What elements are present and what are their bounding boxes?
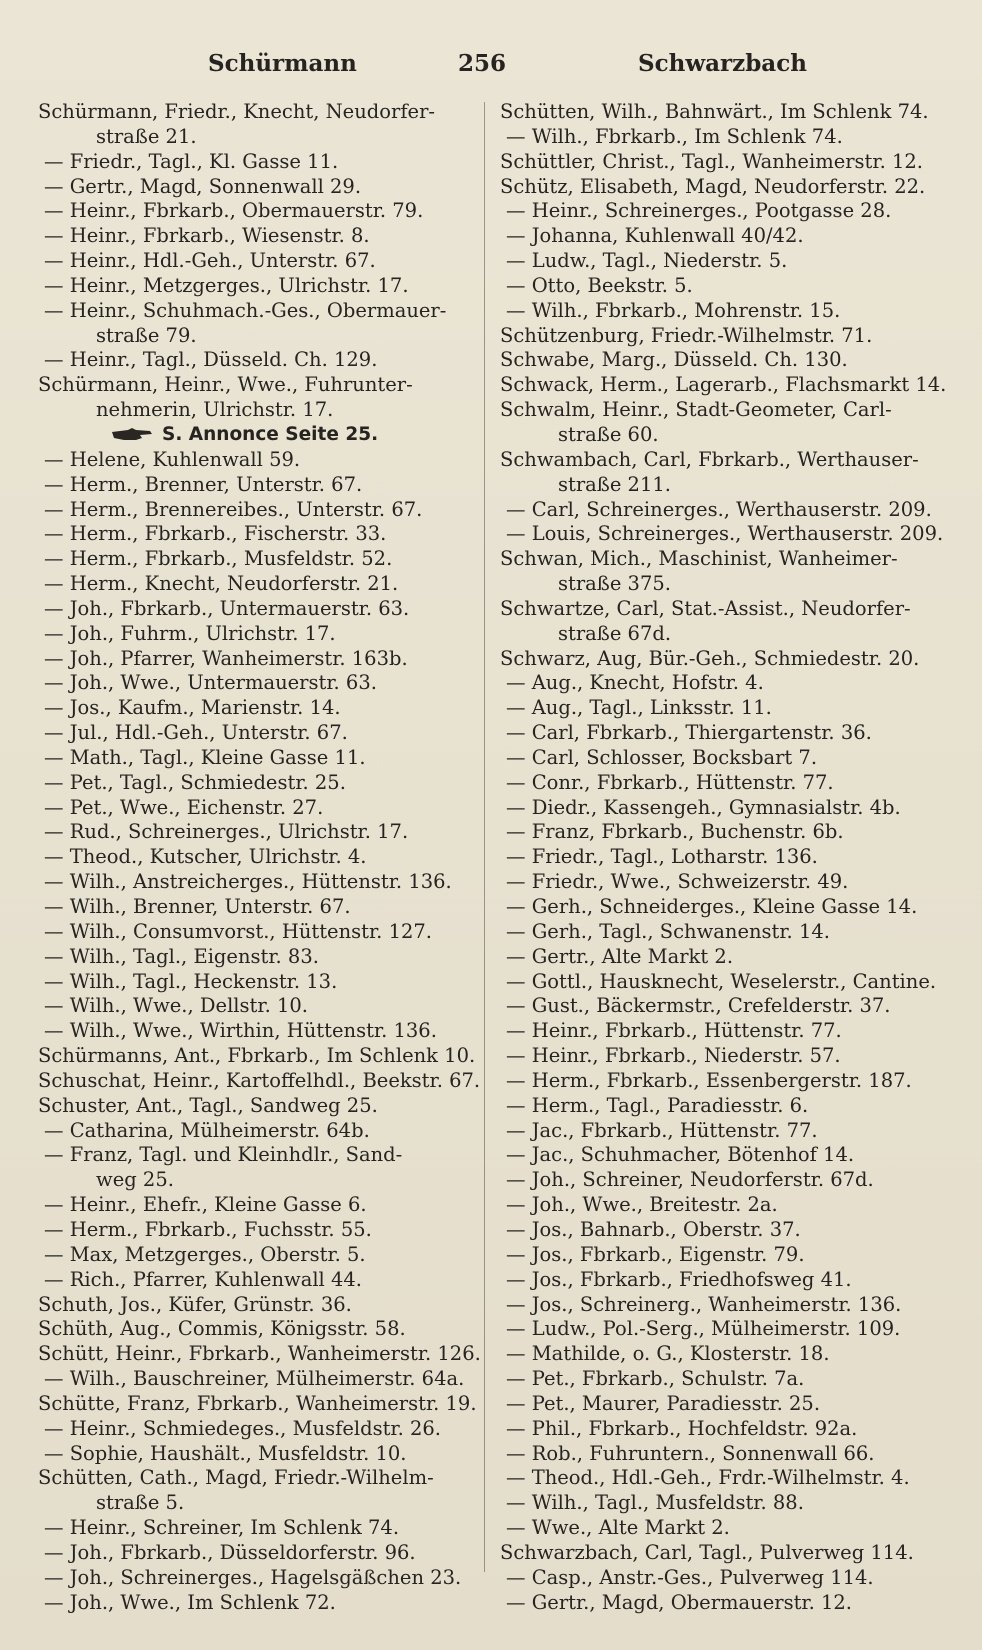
directory-entry: — Heinr., Schuhmach.-Ges., Obermauer- (44, 298, 447, 322)
directory-entry: — Wwe., Alte Markt 2. (506, 1516, 730, 1540)
directory-entry: — Math., Tagl., Kleine Gasse 11. (44, 745, 366, 769)
directory-entry: — Heinr., Schmiedeges., Musfeldstr. 26. (44, 1416, 442, 1440)
directory-entry: straße 67d. (558, 621, 672, 645)
directory-entry: — Heinr., Ehefr., Kleine Gasse 6. (44, 1193, 367, 1217)
directory-entry: Schuschat, Heinr., Kartoffelhdl., Beekstr. 67. (38, 1068, 481, 1092)
directory-entry: Schürmanns, Ant., Fbrkarb., Im Schlenk 10. (38, 1044, 476, 1068)
directory-entry: — Joh., Wwe., Breitestr. 2a. (506, 1193, 778, 1217)
directory-entry: — Rich., Pfarrer, Kuhlenwall 44. (44, 1267, 363, 1291)
directory-entry: Schützenburg, Friedr.-Wilhelmstr. 71. (500, 323, 873, 347)
directory-entry: — Heinr., Fbrkarb., Niederstr. 57. (506, 1044, 841, 1068)
directory-entry: straße 79. (96, 323, 197, 347)
directory-entry: — Louis, Schreinerges., Werthauserstr. 209. (506, 522, 944, 546)
directory-entry: — Pet., Fbrkarb., Schulstr. 7a. (506, 1367, 805, 1391)
directory-entry: — Theod., Kutscher, Ulrichstr. 4. (44, 845, 367, 869)
directory-entry: — Otto, Beekstr. 5. (506, 273, 693, 297)
directory-entry: — Diedr., Kassengeh., Gymnasialstr. 4b. (506, 795, 901, 819)
directory-entry: — Heinr., Metzgerges., Ulrichstr. 17. (44, 273, 409, 297)
directory-entry: — Herm., Fbrkarb., Fischerstr. 33. (44, 522, 387, 546)
directory-entry: — Heinr., Schreiner, Im Schlenk 74. (44, 1516, 400, 1540)
directory-entry: — Wilh., Bauschreiner, Mülheimerstr. 64a. (44, 1367, 465, 1391)
directory-entry: — Rob., Fuhruntern., Sonnenwall 66. (506, 1441, 875, 1465)
directory-entry: — Joh., Fbrkarb., Untermauerstr. 63. (44, 596, 410, 620)
directory-entry: — Joh., Wwe., Im Schlenk 72. (44, 1590, 336, 1614)
directory-entry: — Mathilde, o. G., Klosterstr. 18. (506, 1342, 830, 1366)
directory-entry: — Wilh., Tagl., Heckenstr. 13. (44, 969, 338, 993)
directory-entry (38, 423, 486, 448)
directory-entry: — Max, Metzgerges., Oberstr. 5. (44, 1242, 366, 1266)
directory-entry: Schürmann, Heinr., Wwe., Fuhrunter- (38, 373, 413, 397)
directory-entry: — Ludw., Tagl., Niederstr. 5. (506, 249, 788, 273)
directory-entry: — Catharina, Mülheimerstr. 64b. (44, 1118, 370, 1142)
directory-entry: — Wilh., Tagl., Eigenstr. 83. (44, 944, 319, 968)
directory-entry: — Heinr., Fbrkarb., Wiesenstr. 8. (44, 224, 370, 248)
directory-entry: — Wilh., Fbrkarb., Im Schlenk 74. (506, 124, 843, 148)
directory-entry: — Wilh., Fbrkarb., Mohrenstr. 15. (506, 298, 841, 322)
directory-entry: — Jos., Fbrkarb., Friedhofsweg 41. (506, 1267, 852, 1291)
directory-entry: — Gerh., Tagl., Schwanenstr. 14. (506, 919, 830, 943)
directory-entry: — Gerh., Schneiderges., Kleine Gasse 14. (506, 895, 918, 918)
directory-entry: — Joh., Schreinerges., Hagelsgäßchen 23. (44, 1565, 462, 1589)
directory-entry: — Gertr., Magd, Sonnenwall 29. (44, 174, 362, 198)
directory-entry: — Herm., Fbrkarb., Musfeldstr. 52. (44, 547, 393, 571)
directory-entry: Schwabe, Marg., Düsseld. Ch. 130. (500, 348, 848, 372)
directory-entry: — Franz, Tagl. und Kleinhdlr., Sand- (44, 1143, 403, 1167)
directory-entry: — Gottl., Hausknecht, Weselerstr., Cantine. (506, 969, 937, 993)
directory-entry: Schwack, Herm., Lagerarb., Flachsmarkt 14. (500, 373, 947, 397)
directory-entry: — Helene, Kuhlenwall 59. (44, 447, 301, 471)
directory-entry: Schwarzbach, Carl, Tagl., Pulverweg 114. (500, 1540, 914, 1564)
directory-entry: — Casp., Anstr.-Ges., Pulverweg 114. (506, 1565, 874, 1589)
directory-entry: — Sophie, Haushält., Musfeldstr. 10. (44, 1441, 407, 1465)
directory-entry: — Friedr., Tagl., Lotharstr. 136. (506, 845, 818, 869)
directory-entry: — Aug., Knecht, Hofstr. 4. (506, 671, 764, 695)
directory-entry: — Joh., Pfarrer, Wanheimerstr. 163b. (44, 646, 408, 670)
directory-entry: straße 211. (558, 472, 671, 496)
directory-entry: straße 375. (558, 572, 671, 596)
directory-entry: Schuster, Ant., Tagl., Sandweg 25. (38, 1093, 378, 1117)
directory-entry: — Herm., Brennereibes., Unterstr. 67. (44, 497, 423, 521)
directory-entry: Schüttler, Christ., Tagl., Wanheimerstr. 12. (500, 149, 923, 173)
directory-entry: — Gertr., Alte Markt 2. (506, 944, 734, 968)
directory-entry: — Carl, Fbrkarb., Thiergartenstr. 36. (506, 721, 872, 745)
directory-entry: — Friedr., Tagl., Kl. Gasse 11. (44, 149, 339, 173)
directory-entry: — Herm., Fbrkarb., Essenbergerstr. 187. (506, 1068, 912, 1092)
directory-entry: Schürmann, Friedr., Knecht, Neudorfer- (38, 100, 435, 123)
directory-entry: — Heinr., Tagl., Düsseld. Ch. 129. (44, 348, 378, 372)
directory-entry: — Carl, Schreinerges., Werthauserstr. 209. (506, 497, 932, 521)
directory-entry: — Jul., Hdl.-Geh., Unterstr. 67. (44, 721, 348, 745)
header-left-name: Schürmann (208, 50, 357, 77)
directory-entry: — Conr., Fbrkarb., Hüttenstr. 77. (506, 770, 834, 794)
directory-entry: — Gust., Bäckermstr., Crefelderstr. 37. (506, 994, 891, 1018)
directory-entry: straße 60. (558, 422, 659, 446)
directory-entry: Schütte, Franz, Fbrkarb., Wanheimerstr. 19. (38, 1391, 477, 1415)
pointing-hand-icon (110, 428, 154, 442)
directory-entry: — Theod., Hdl.-Geh., Frdr.-Wilhelmstr. 4. (506, 1466, 910, 1490)
directory-entry: — Heinr., Schreinerges., Pootgasse 28. (506, 199, 892, 223)
directory-entry: Schwambach, Carl, Fbrkarb., Werthauser- (500, 447, 919, 471)
directory-entry: Schwan, Mich., Maschinist, Wanheimer- (500, 547, 898, 571)
directory-entry: Schwarz, Aug, Bür.-Geh., Schmiedestr. 20. (500, 646, 920, 670)
directory-entry: Schwalm, Heinr., Stadt-Geometer, Carl- (500, 398, 892, 422)
left-column (38, 100, 486, 1615)
page-header (0, 50, 982, 90)
directory-entry: — Jos., Kaufm., Marienstr. 14. (44, 696, 341, 720)
directory-entry: — Carl, Schlosser, Bocksbart 7. (506, 745, 818, 769)
directory-entry: — Jos., Bahnarb., Oberstr. 37. (506, 1217, 801, 1241)
directory-entry: — Herm., Tagl., Paradiesstr. 6. (506, 1093, 809, 1117)
directory-entry: — Joh., Schreiner, Neudorferstr. 67d. (506, 1168, 874, 1192)
header-right-name: Schwarzbach (638, 50, 807, 77)
directory-entry: — Rud., Schreinerges., Ulrichstr. 17. (44, 820, 409, 844)
directory-entry: — Johanna, Kuhlenwall 40/42. (506, 224, 804, 248)
right-column (500, 100, 952, 1615)
directory-entry: weg 25. (96, 1168, 174, 1192)
directory-entry: — Joh., Fuhrm., Ulrichstr. 17. (44, 621, 336, 645)
directory-entry: Schütten, Cath., Magd, Friedr.-Wilhelm- (38, 1466, 434, 1490)
directory-entry: — Herm., Fbrkarb., Fuchsstr. 55. (44, 1217, 372, 1241)
directory-entry: Schütt, Heinr., Fbrkarb., Wanheimerstr. 126. (38, 1342, 481, 1366)
directory-entry: — Wilh., Tagl., Musfeldstr. 88. (506, 1491, 804, 1515)
directory-entry: — Wilh., Consumvorst., Hüttenstr. 127. (44, 919, 432, 943)
directory-entry: Schütten, Wilh., Bahnwärt., Im Schlenk 74. (500, 100, 929, 123)
directory-entry: straße 5. (96, 1491, 185, 1515)
directory-entry: — Jac., Fbrkarb., Hüttenstr. 77. (506, 1118, 818, 1142)
directory-entry: straße 21. (96, 124, 197, 148)
directory-entry: — Heinr., Fbrkarb., Obermauerstr. 79. (44, 199, 424, 223)
directory-entry: — Pet., Tagl., Schmiedestr. 25. (44, 770, 346, 794)
directory-entry: Schütz, Elisabeth, Magd, Neudorferstr. 22. (500, 174, 926, 198)
directory-entry: — Wilh., Wwe., Dellstr. 10. (44, 994, 308, 1018)
directory-entry: — Aug., Tagl., Linksstr. 11. (506, 696, 772, 720)
directory-entry: Schüth, Aug., Commis, Königsstr. 58. (38, 1317, 406, 1341)
directory-entry: — Gertr., Magd, Obermauerstr. 12. (506, 1590, 853, 1614)
directory-entry: — Wilh., Wwe., Wirthin, Hüttenstr. 136. (44, 1019, 437, 1043)
directory-entry: — Herm., Knecht, Neudorferstr. 21. (44, 572, 399, 596)
directory-entry: — Joh., Wwe., Untermauerstr. 63. (44, 671, 377, 695)
directory-entry: — Heinr., Hdl.-Geh., Unterstr. 67. (44, 249, 376, 273)
directory-entry: — Joh., Fbrkarb., Düsseldorferstr. 96. (44, 1540, 416, 1564)
directory-entry: — Jos., Schreinerg., Wanheimerstr. 136. (506, 1292, 902, 1316)
directory-entry: — Jos., Fbrkarb., Eigenstr. 79. (506, 1242, 805, 1266)
directory-entry: — Ludw., Pol.-Serg., Mülheimerstr. 109. (506, 1317, 901, 1341)
directory-entry: — Jac., Schuhmacher, Bötenhof 14. (506, 1143, 855, 1167)
directory-entry: — Heinr., Fbrkarb., Hüttenstr. 77. (506, 1019, 842, 1043)
column-divider (484, 102, 485, 1572)
directory-entry: — Phil., Fbrkarb., Hochfeldstr. 92a. (506, 1416, 858, 1440)
directory-entry: — Franz, Fbrkarb., Buchenstr. 6b. (506, 820, 844, 844)
directory-entry: Schuth, Jos., Küfer, Grünstr. 36. (38, 1292, 352, 1316)
directory-entry: — Herm., Brenner, Unterstr. 67. (44, 472, 363, 496)
directory-entry: — Pet., Maurer, Paradiesstr. 25. (506, 1391, 821, 1415)
directory-entry: — Pet., Wwe., Eichenstr. 27. (44, 795, 324, 819)
directory-entry: — Wilh., Brenner, Unterstr. 67. (44, 895, 351, 918)
page-number: 256 (458, 50, 507, 77)
directory-entry: — Friedr., Wwe., Schweizerstr. 49. (506, 870, 849, 894)
directory-entry: Schwartze, Carl, Stat.-Assist., Neudorfer- (500, 596, 911, 620)
directory-entry: — Wilh., Anstreicherges., Hüttenstr. 136. (44, 870, 452, 894)
annonce-text: S. Annonce Seite 25. (162, 423, 379, 445)
directory-entry: nehmerin, Ulrichstr. 17. (96, 398, 334, 422)
